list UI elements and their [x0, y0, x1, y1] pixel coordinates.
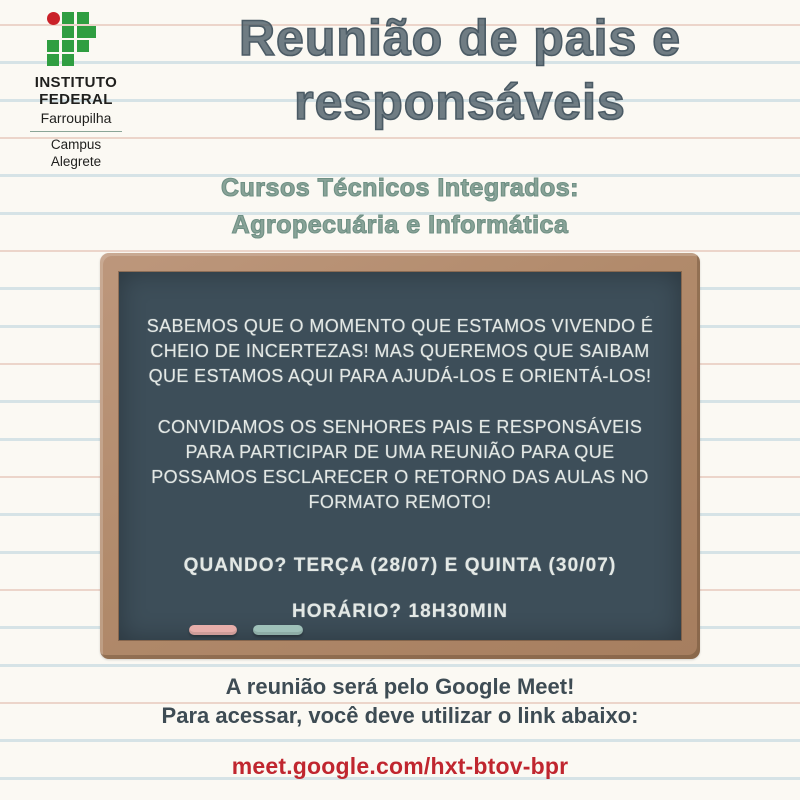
- logo-campus-line1: Campus: [50, 137, 102, 152]
- if-logo-red-dot: [47, 12, 60, 25]
- page-title: [130, 6, 790, 134]
- logo-divider: [30, 131, 122, 132]
- board-message-invite: CONVIDAMOS OS SENHORES PAIS E RESPONSÁVEIS PARA PARTICIPAR DE UMA REUNIÃO PARA QUE POSSAMOS ESCLARECER O RETORNO DAS AULAS NO FORMATO REMOTO!: [151, 417, 649, 512]
- board-when-text: QUANDO? TERÇA (28/07) E QUINTA (30/07): [183, 555, 617, 576]
- teal-chalk-icon: [253, 625, 303, 635]
- footer-note-line2: Para acessar, você deve utilizar o link abaixo:: [161, 703, 639, 728]
- if-logo-icon: [47, 12, 105, 68]
- pink-chalk-icon: [189, 625, 237, 635]
- logo-region: Farroupilha: [40, 110, 112, 126]
- page-subtitle-line1: Cursos Técnicos Integrados:: [220, 174, 580, 202]
- chalkboard: [100, 253, 700, 659]
- board-time-text: HORÁRIO? 18H30MIN: [291, 601, 509, 622]
- logo-institution-line2: FEDERAL: [39, 91, 113, 108]
- page-subtitle-line2: Agropecuária e Informática: [231, 211, 569, 239]
- board-message-intro: SABEMOS QUE O MOMENTO QUE ESTAMOS VIVENDO É CHEIO DE INCERTEZAS! MAS QUEREMOS QUE SAIBAM QUE ESTAMOS AQUI PARA AJUDÁ-LOS E ORIENTÁ-LOS!: [146, 316, 654, 386]
- logo-institution-line1: INSTITUTO: [34, 74, 118, 91]
- footer-note: [0, 672, 800, 730]
- meet-link[interactable]: meet.google.com/hxt-btov-bpr: [231, 753, 569, 779]
- iffar-logo: [12, 12, 140, 170]
- page-title-line2: responsáveis: [294, 74, 626, 130]
- page-subtitle: [0, 170, 800, 244]
- footer-note-line1: A reunião será pelo Google Meet!: [225, 674, 575, 699]
- logo-campus-line2: Alegrete: [50, 154, 102, 169]
- page-title-line1: Reunião de pais e: [238, 10, 682, 66]
- chalkboard-slate: [119, 272, 681, 640]
